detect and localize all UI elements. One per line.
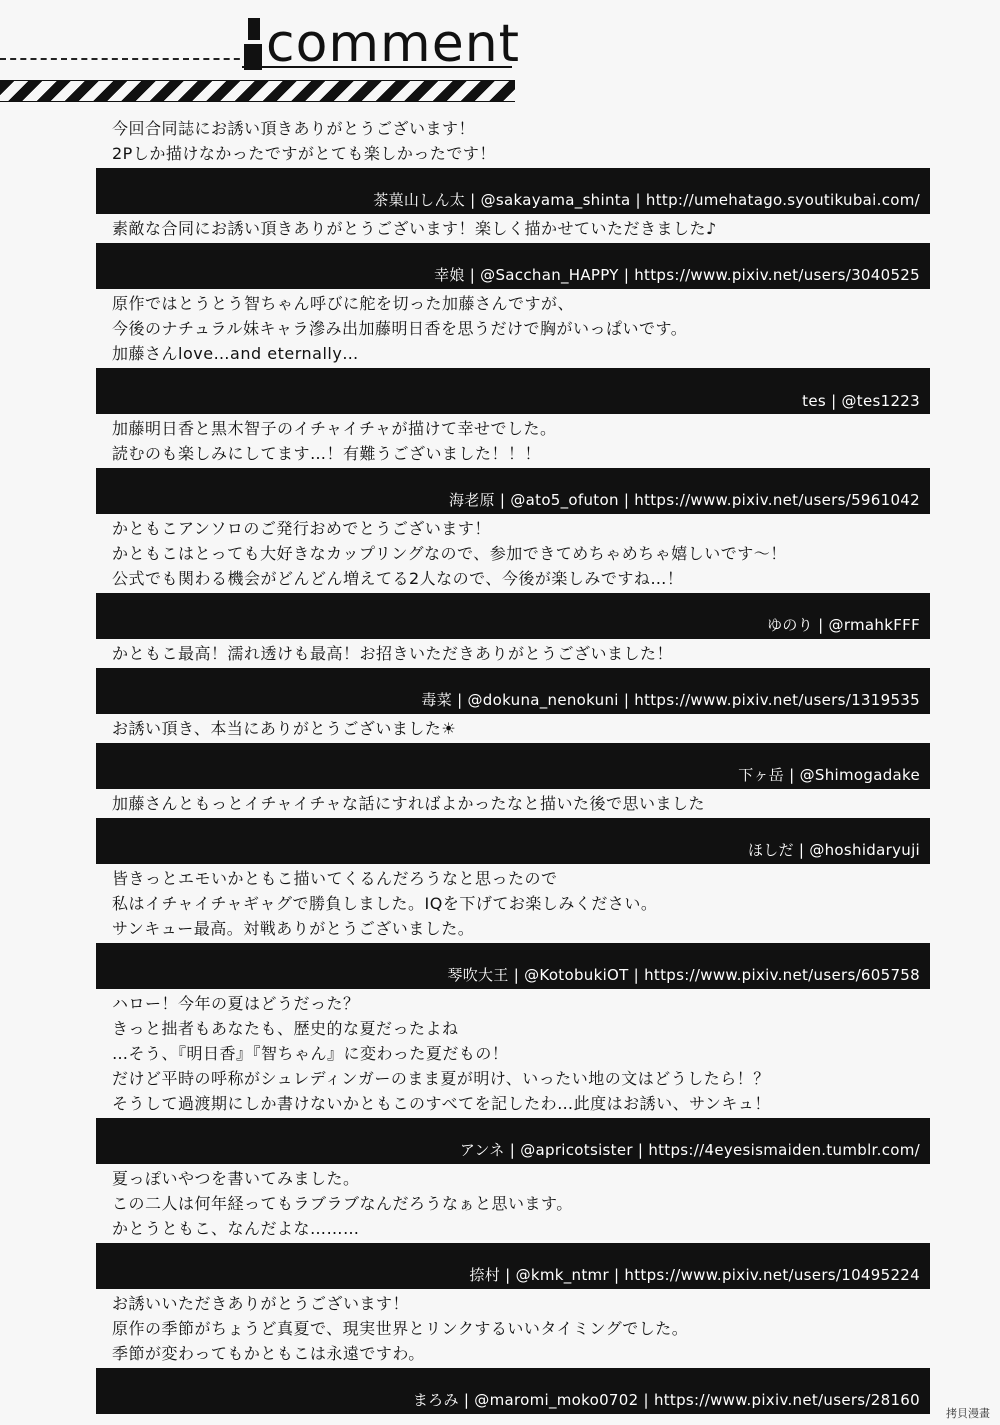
comment-line: かとうともこ、なんだよな……… [112, 1219, 360, 1238]
hatched-band [0, 80, 515, 102]
author-credit-bar [96, 368, 930, 414]
page-title: comment [266, 14, 521, 74]
comment-line: …そう、『明日香』『智ちゃん』に変わった夏だもの！ [112, 1044, 509, 1063]
author-credit-bar [96, 668, 930, 714]
author-credit: まろみ | @maromi_moko0702 | https://www.pixiv.net/users/28160 [412, 1391, 920, 1409]
comment-entry [96, 293, 930, 414]
author-credit-bar [96, 1243, 930, 1289]
comment-list [96, 118, 930, 1418]
dashed-rule [0, 58, 250, 60]
comment-line: お誘い頂き、本当にありがとうございました☀ [112, 719, 457, 738]
comment-line: かともこ最高！濡れ透けも最高！お招きいただきありがとうございました！ [112, 644, 674, 663]
comment-line: 素敵な合同にお誘い頂きありがとうございます！楽しく描かせていただきました♪ [112, 219, 717, 238]
comment-line: 夏っぽいやつを書いてみました。 [112, 1169, 360, 1188]
author-credit-bar [96, 468, 930, 514]
watermark: 拷貝漫畫 [946, 1407, 990, 1420]
author-credit-bar [96, 243, 930, 289]
page-header [0, 0, 1000, 110]
comment-line: 加藤明日香と黒木智子のイチャイチャが描けて幸せでした。 [112, 419, 557, 438]
title-underline [242, 66, 512, 68]
comment-entry [96, 718, 930, 789]
author-credit: ゆのり | @rmahkFFF [767, 616, 920, 634]
comment-line: 読むのも楽しみにしてます…！有難うございました！！！ [112, 444, 542, 463]
comment-line: この二人は何年経ってもラブラブなんだろうなぁと思います。 [112, 1194, 573, 1213]
comment-entry [96, 1293, 930, 1414]
comment-line: 季節が変わってもかともこは永遠ですわ。 [112, 1344, 425, 1363]
author-credit-bar [96, 1368, 930, 1414]
comment-line: きっと拙者もあなたも、歴史的な夏だったよね [112, 1019, 459, 1038]
comment-line: お誘いいただきありがとうございます！ [112, 1294, 410, 1313]
author-credit: ほしだ | @hoshidaryuji [747, 841, 920, 859]
author-credit: 幸娘 | @Sacchan_HAPPY | https://www.pixiv.net/users/3040525 [434, 266, 920, 284]
author-credit-bar [96, 818, 930, 864]
comment-entry [96, 118, 930, 214]
comment-entry [96, 643, 930, 714]
comment-line: 加藤さんともっとイチャイチャな話にすればよかったなと描いた後で思いました [112, 794, 706, 813]
comment-entry [96, 868, 930, 989]
comment-line: ハロー！今年の夏はどうだった？ [112, 994, 360, 1013]
comment-line: 私はイチャイチャギャグで勝負しました。IQを下げてお楽しみください。 [112, 894, 658, 913]
page-title-wrap [242, 10, 521, 74]
author-credit: 毒菜 | @dokuna_nenokuni | https://www.pixiv.net/users/1319535 [421, 691, 920, 709]
author-credit-bar [96, 1118, 930, 1164]
comment-line: そうして過渡期にしか書けないかともこのすべてを記したわ…此度はお誘い、サンキュ！ [112, 1094, 771, 1113]
comment-line: 皆きっとエモいかともこ描いてくるんだろうなと思ったので [112, 869, 558, 888]
author-credit: 捺村 | @kmk_ntmr | https://www.pixiv.net/users/10495224 [469, 1266, 920, 1284]
author-credit: 茶菓山しん太 | @sakayama_shinta | http://umehatago.syoutikubai.com/ [373, 191, 920, 209]
author-credit: 琴吹大王 | @KotobukiOT | https://www.pixiv.net/users/605758 [447, 966, 920, 984]
comment-line: かともこアンソロのご発行おめでとうございます！ [112, 519, 491, 538]
comment-line: 今後のナチュラル妹キャラ滲み出加藤明日香を思うだけで胸がいっぱいです。 [112, 319, 688, 338]
comment-line: 公式でも関わる機会がどんどん増えてる2人なので、今後が楽しみですね…！ [112, 569, 684, 588]
comment-entry [96, 418, 930, 514]
comment-line: かともこはとっても大好きなカップリングなので、参加できてめちゃめちゃ嬉しいです～！ [112, 544, 787, 563]
lamp-icon [242, 18, 264, 70]
comment-entry [96, 218, 930, 289]
author-credit: tes | @tes1223 [802, 392, 920, 410]
author-credit: 下ヶ岳 | @Shimogadake [738, 766, 920, 784]
author-credit-bar [96, 743, 930, 789]
author-credit: アンネ | @apricotsister | https://4eyesismaiden.tumblr.com/ [459, 1141, 920, 1159]
comment-line: 原作ではとうとう智ちゃん呼びに舵を切った加藤さんですが、 [112, 294, 575, 313]
comment-line: 原作の季節がちょうど真夏で、現実世界とリンクするいいタイミングでした。 [112, 1319, 689, 1338]
comment-line: 加藤さんlove…and eternally… [112, 344, 359, 363]
author-credit-bar [96, 593, 930, 639]
author-credit-bar [96, 943, 930, 989]
comment-entry [96, 793, 930, 864]
author-credit-bar [96, 168, 930, 214]
author-credit: 海老原 | @ato5_ofuton | https://www.pixiv.net/users/5961042 [448, 491, 920, 509]
comment-line: 今回合同誌にお誘い頂きありがとうございます！ [112, 119, 476, 138]
comment-line: だけど平時の呼称がシュレディンガーのまま夏が明け、いったい地の文はどうしたら！？ [112, 1069, 770, 1088]
comment-line: サンキュー最高。対戦ありがとうございました。 [112, 919, 475, 938]
comment-line: 2Pしか描けなかったですがとても楽しかったです！ [112, 144, 496, 163]
comment-entry [96, 518, 930, 639]
comment-entry [96, 1168, 930, 1289]
comment-entry [96, 993, 930, 1164]
